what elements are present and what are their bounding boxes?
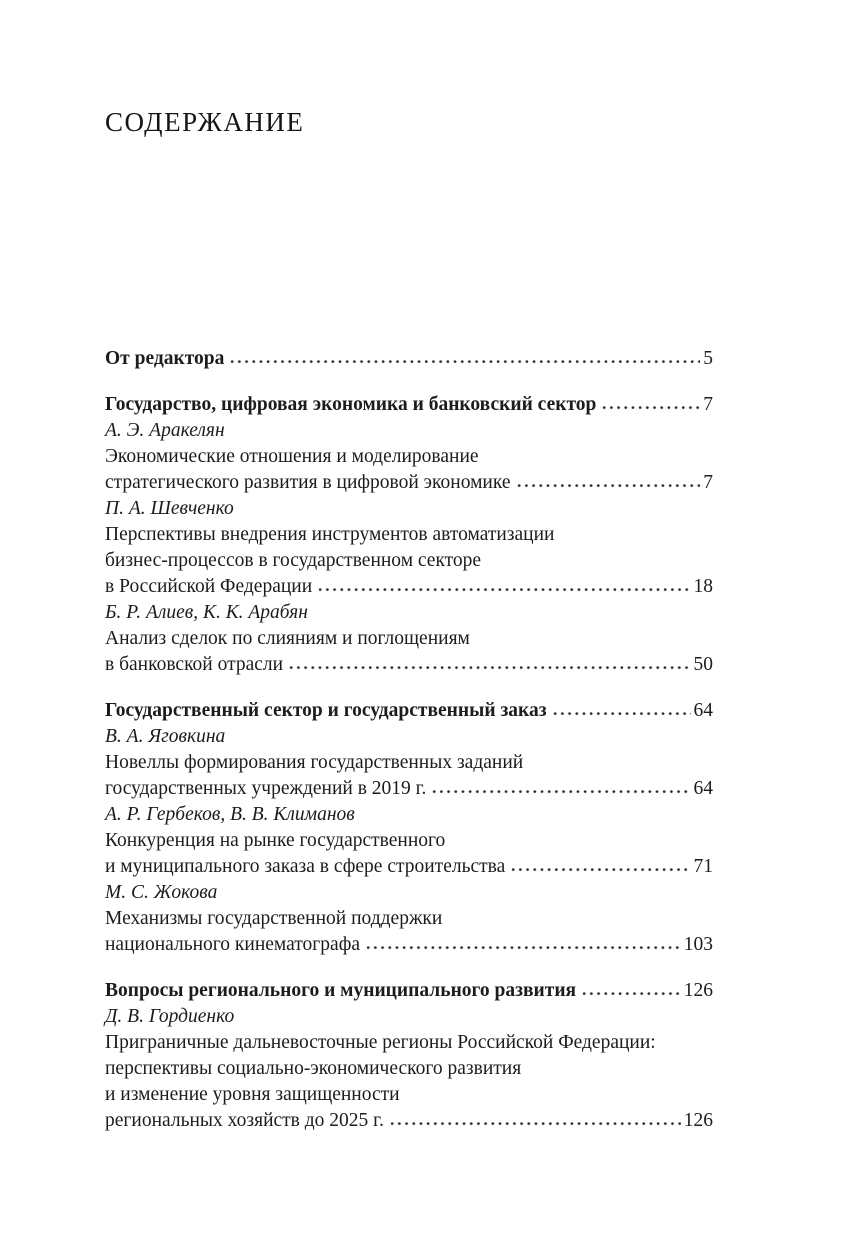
page-number: 64 bbox=[693, 700, 713, 721]
page-number: 50 bbox=[693, 654, 713, 675]
dot-leader bbox=[432, 790, 690, 794]
toc-section-heading bbox=[105, 346, 713, 372]
page-number: 18 bbox=[693, 576, 713, 597]
toc-line-text: Конкуренция на рынке государственного bbox=[105, 830, 446, 851]
dot-leader bbox=[289, 666, 690, 670]
toc-line-text: Механизмы государственной поддержки bbox=[105, 908, 443, 929]
dot-leader bbox=[230, 360, 700, 364]
toc-line-text: перспективы социально-экономического развития bbox=[105, 1058, 522, 1079]
toc-line bbox=[105, 932, 713, 958]
toc-line bbox=[105, 444, 713, 470]
toc-line-text: в Российской Федерации bbox=[105, 576, 313, 597]
toc-item bbox=[105, 802, 713, 880]
toc-item bbox=[105, 724, 713, 802]
toc-line bbox=[105, 698, 713, 724]
toc-line bbox=[105, 828, 713, 854]
toc-line-text: стратегического развития в цифровой экономике bbox=[105, 472, 511, 493]
toc-line bbox=[105, 906, 713, 932]
toc-item bbox=[105, 496, 713, 600]
toc-line bbox=[105, 1082, 713, 1108]
toc-line bbox=[105, 548, 713, 574]
dot-leader bbox=[390, 1122, 681, 1126]
page-title: СОДЕРЖАНИЕ bbox=[105, 107, 305, 137]
page-number: 103 bbox=[683, 934, 713, 955]
toc-entries bbox=[105, 346, 713, 1134]
toc-line bbox=[105, 652, 713, 678]
toc-line-text: От редактора bbox=[105, 348, 225, 369]
toc-page bbox=[105, 108, 713, 1134]
toc-section-heading bbox=[105, 978, 713, 1004]
page-number: 126 bbox=[683, 1110, 713, 1131]
toc-line bbox=[105, 776, 713, 802]
page-number: 5 bbox=[703, 348, 713, 369]
toc-line bbox=[105, 626, 713, 652]
toc-line bbox=[105, 854, 713, 880]
toc-line-text: государственных учреждений в 2019 г. bbox=[105, 778, 427, 799]
dot-leader bbox=[511, 868, 690, 872]
toc-item-authors: А. Э. Аракелян bbox=[105, 420, 225, 441]
toc-line bbox=[105, 1108, 713, 1134]
toc-item bbox=[105, 880, 713, 958]
toc-line-text: Государственный сектор и государственный заказ bbox=[105, 700, 547, 721]
page-number: 7 bbox=[703, 394, 713, 415]
dot-leader bbox=[553, 712, 691, 716]
toc-item-authors: Б. Р. Алиев, К. К. Арабян bbox=[105, 602, 308, 623]
toc-line-text: региональных хозяйств до 2025 г. bbox=[105, 1110, 384, 1131]
toc-line bbox=[105, 1030, 713, 1056]
toc-line-text: в банковской отрасли bbox=[105, 654, 284, 675]
toc-line-text: Вопросы регионального и муниципального развития bbox=[105, 980, 577, 1001]
toc-item bbox=[105, 418, 713, 496]
toc-line-text: и изменение уровня защищенности bbox=[105, 1084, 400, 1105]
toc-line-text: Приграничные дальневосточные регионы Российской Федерации: bbox=[105, 1032, 656, 1053]
toc-section-heading bbox=[105, 698, 713, 724]
toc-line-text: бизнес-процессов в государственном секторе bbox=[105, 550, 482, 571]
toc-line-text: Перспективы внедрения инструментов автоматизации bbox=[105, 524, 555, 545]
toc-item bbox=[105, 600, 713, 678]
dot-leader bbox=[318, 588, 690, 592]
dot-leader bbox=[582, 992, 681, 996]
toc-line bbox=[105, 1056, 713, 1082]
toc-line bbox=[105, 346, 713, 372]
toc-item-authors: П. А. Шевченко bbox=[105, 498, 234, 519]
page-number: 126 bbox=[683, 980, 713, 1001]
page-number: 64 bbox=[693, 778, 713, 799]
toc-line-text: национального кинематографа bbox=[105, 934, 360, 955]
toc-line bbox=[105, 978, 713, 1004]
toc-line-text: Новеллы формирования государственных заданий bbox=[105, 752, 524, 773]
toc-line bbox=[105, 750, 713, 776]
page-number: 71 bbox=[693, 856, 713, 877]
toc-item bbox=[105, 1004, 713, 1134]
toc-line bbox=[105, 392, 713, 418]
toc-line-text: Анализ сделок по слияниям и поглощениям bbox=[105, 628, 470, 649]
toc-line-text: Экономические отношения и моделирование bbox=[105, 446, 479, 467]
toc-line bbox=[105, 574, 713, 600]
toc-section-heading bbox=[105, 392, 713, 418]
toc-line-text: Государство, цифровая экономика и банковский сектор bbox=[105, 394, 597, 415]
dot-leader bbox=[602, 406, 700, 410]
toc-item-authors: Д. В. Гордиенко bbox=[105, 1006, 235, 1027]
toc-item-authors: А. Р. Гербеков, В. В. Климанов bbox=[105, 804, 355, 825]
toc-line bbox=[105, 470, 713, 496]
dot-leader bbox=[517, 484, 701, 488]
page-number: 7 bbox=[703, 472, 713, 493]
toc-item-authors: В. А. Яговкина bbox=[105, 726, 226, 747]
toc-line-text: и муниципального заказа в сфере строительства bbox=[105, 856, 506, 877]
dot-leader bbox=[366, 946, 681, 950]
toc-line bbox=[105, 522, 713, 548]
toc-item-authors: М. С. Жокова bbox=[105, 882, 218, 903]
